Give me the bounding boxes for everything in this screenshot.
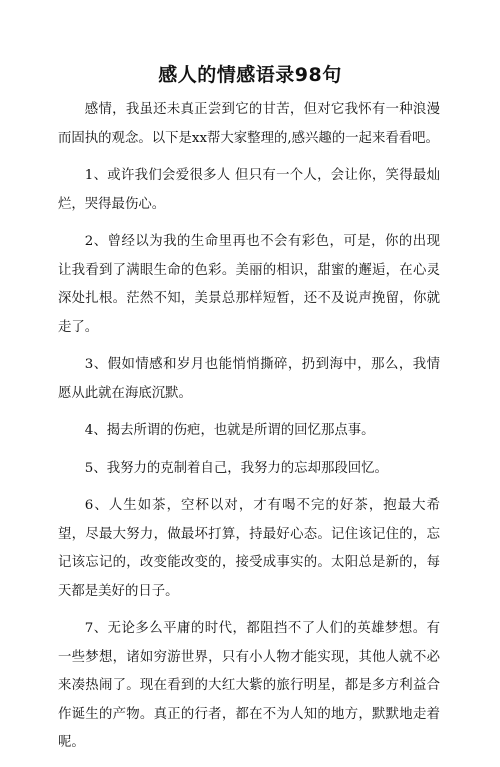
quote-item-5: 5、我努力的克制着自己，我努力的忘却那段回忆。 — [84, 460, 388, 476]
quote-item-1: 1、或许我们会爱很多人 但只有一个人，会让你，笑得最灿烂，哭得最伤心。 — [58, 168, 440, 212]
quote-item-7: 7、无论多么平庸的时代，都阻挡不了人们的英雄梦想。有一些梦想，诸如穷游世界，只有小人物才能实现，其他人就不必来凑热闹了。现在看到的大红大紫的旅行明星，都是多方利益合作诞生的产物。真正的行者，都在不为人知的地方，默默地走着呢。 — [58, 621, 440, 750]
quote-item-6: 6、人生如茶，空杯以对，才有喝不完的好茶，抱最大希望，尽最大努力，做最坏打算，持最好心态。记住该记住的，忘记该忘记的，改变能改变的，接受成事实的。太阳总是新的，每天都是美好的日子。 — [58, 498, 440, 599]
document-title: 感人的情感语录98句 — [158, 64, 342, 86]
intro-paragraph: 感情，我虽还未真正尝到它的甘苦，但对它我怀有一种浪漫而固执的观念。以下是xx帮大家整理的,感兴趣的一起来看看吧。 — [58, 102, 440, 146]
quote-item-4: 4、揭去所谓的伤疤，也就是所谓的回忆那点事。 — [84, 423, 375, 438]
quote-item-3: 3、假如情感和岁月也能悄悄撕碎，扔到海中，那么，我情愿从此就在海底沉默。 — [58, 357, 440, 401]
document-body — [58, 96, 440, 767]
quote-item-2: 2、曾经以为我的生命里再也不会有彩色，可是，你的出现让我看到了满眼生命的色彩。美丽的相识，甜蜜的邂逅，在心灵深处扎根。茫然不知，美景总那样短暂，还不及说声挽留，你就走了。 — [58, 234, 440, 335]
